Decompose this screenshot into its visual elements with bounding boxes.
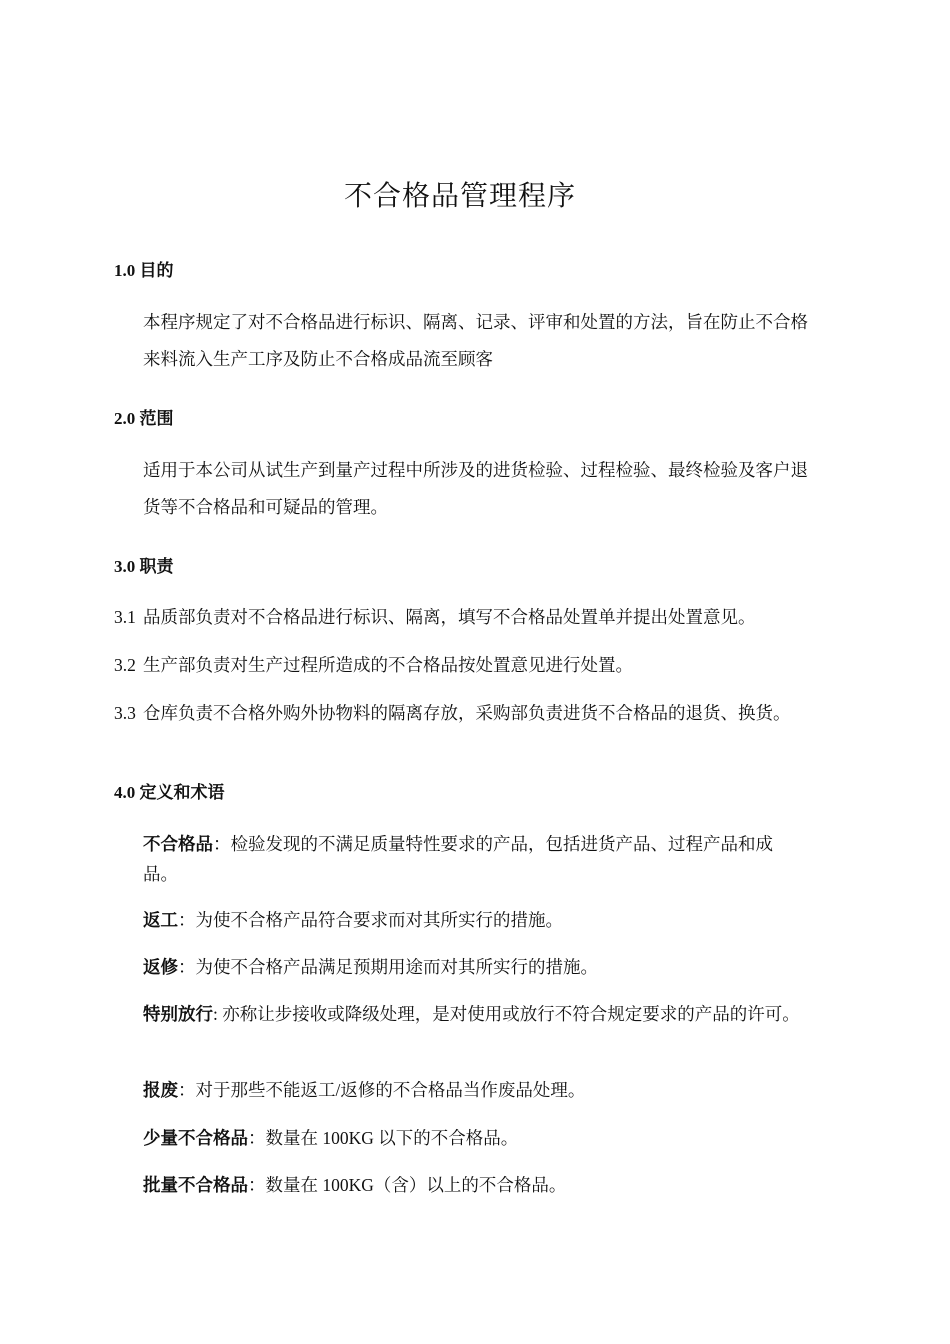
definition-text: 为使不合格产品满足预期用途而对其所实行的措施。 — [195, 957, 598, 977]
document-title: 不合格品管理程序 — [343, 181, 576, 212]
section-heading-purpose: 1.0 目的 — [114, 261, 174, 280]
definition-item — [143, 999, 811, 1029]
definition-item — [143, 1170, 811, 1200]
definition-term: 少量不合格品 — [143, 1128, 248, 1148]
item-text: 仓库负责不合格外购外协物料的隔离存放，采购部负责进货不合格品的退货、换货。 — [143, 703, 791, 723]
item-text: 生产部负责对生产过程所造成的不合格品按处置意见进行处置。 — [143, 655, 633, 675]
definition-separator: ： — [213, 834, 231, 854]
definition-text: 检验发现的不满足质量特性要求的产品，包括进货产品、过程产品和成品。 — [143, 834, 773, 884]
scope-paragraph: 适用于本公司从试生产到量产过程中所涉及的进货检验、过程检验、最终检验及客户退货等不合格品和可疑品的管理。 — [143, 460, 808, 517]
responsibility-item — [114, 602, 843, 632]
definition-text: 数量在 100KG 以下的不合格品。 — [265, 1128, 519, 1148]
definition-text: 亦称让步接收或降级处理，是对使用或放行不符合规定要求的产品的许可。 — [222, 1004, 800, 1024]
definition-separator: ： — [248, 1128, 266, 1148]
item-number: 3.2 — [114, 655, 136, 675]
definition-separator: : — [213, 1004, 223, 1024]
item-number: 3.3 — [114, 703, 136, 723]
definition-separator: ： — [248, 1175, 266, 1195]
section-heading-definitions: 4.0 定义和术语 — [114, 783, 225, 802]
item-number: 3.1 — [114, 607, 136, 627]
definition-term: 不合格品 — [143, 834, 213, 854]
definition-separator: ： — [178, 957, 196, 977]
definition-text: 对于那些不能返工/返修的不合格品当作废品处理。 — [195, 1080, 586, 1100]
responsibility-item — [114, 650, 843, 680]
definition-separator: ： — [178, 1080, 196, 1100]
responsibility-item — [114, 698, 823, 728]
definition-term: 报废 — [143, 1080, 178, 1100]
item-text: 品质部负责对不合格品进行标识、隔离，填写不合格品处置单并提出处置意见。 — [143, 607, 756, 627]
definition-text: 为使不合格产品符合要求而对其所实行的措施。 — [195, 910, 563, 930]
definition-separator: ： — [178, 910, 196, 930]
definition-term: 特别放行 — [143, 1004, 213, 1024]
section-heading-scope: 2.0 范围 — [114, 409, 174, 428]
definition-item — [143, 1075, 811, 1105]
definition-item — [143, 1123, 811, 1153]
section-heading-responsibility: 3.0 职责 — [114, 557, 174, 576]
definition-item — [143, 829, 798, 889]
definition-item — [143, 905, 811, 935]
definition-term: 返工 — [143, 910, 178, 930]
definition-text: 数量在 100KG（含）以上的不合格品。 — [265, 1175, 567, 1195]
definition-item — [143, 952, 811, 982]
purpose-paragraph: 本程序规定了对不合格品进行标识、隔离、记录、评审和处置的方法，旨在防止不合格来料流入生产工序及防止不合格成品流至顾客 — [143, 312, 808, 369]
definition-term: 返修 — [143, 957, 178, 977]
definition-term: 批量不合格品 — [143, 1175, 248, 1195]
